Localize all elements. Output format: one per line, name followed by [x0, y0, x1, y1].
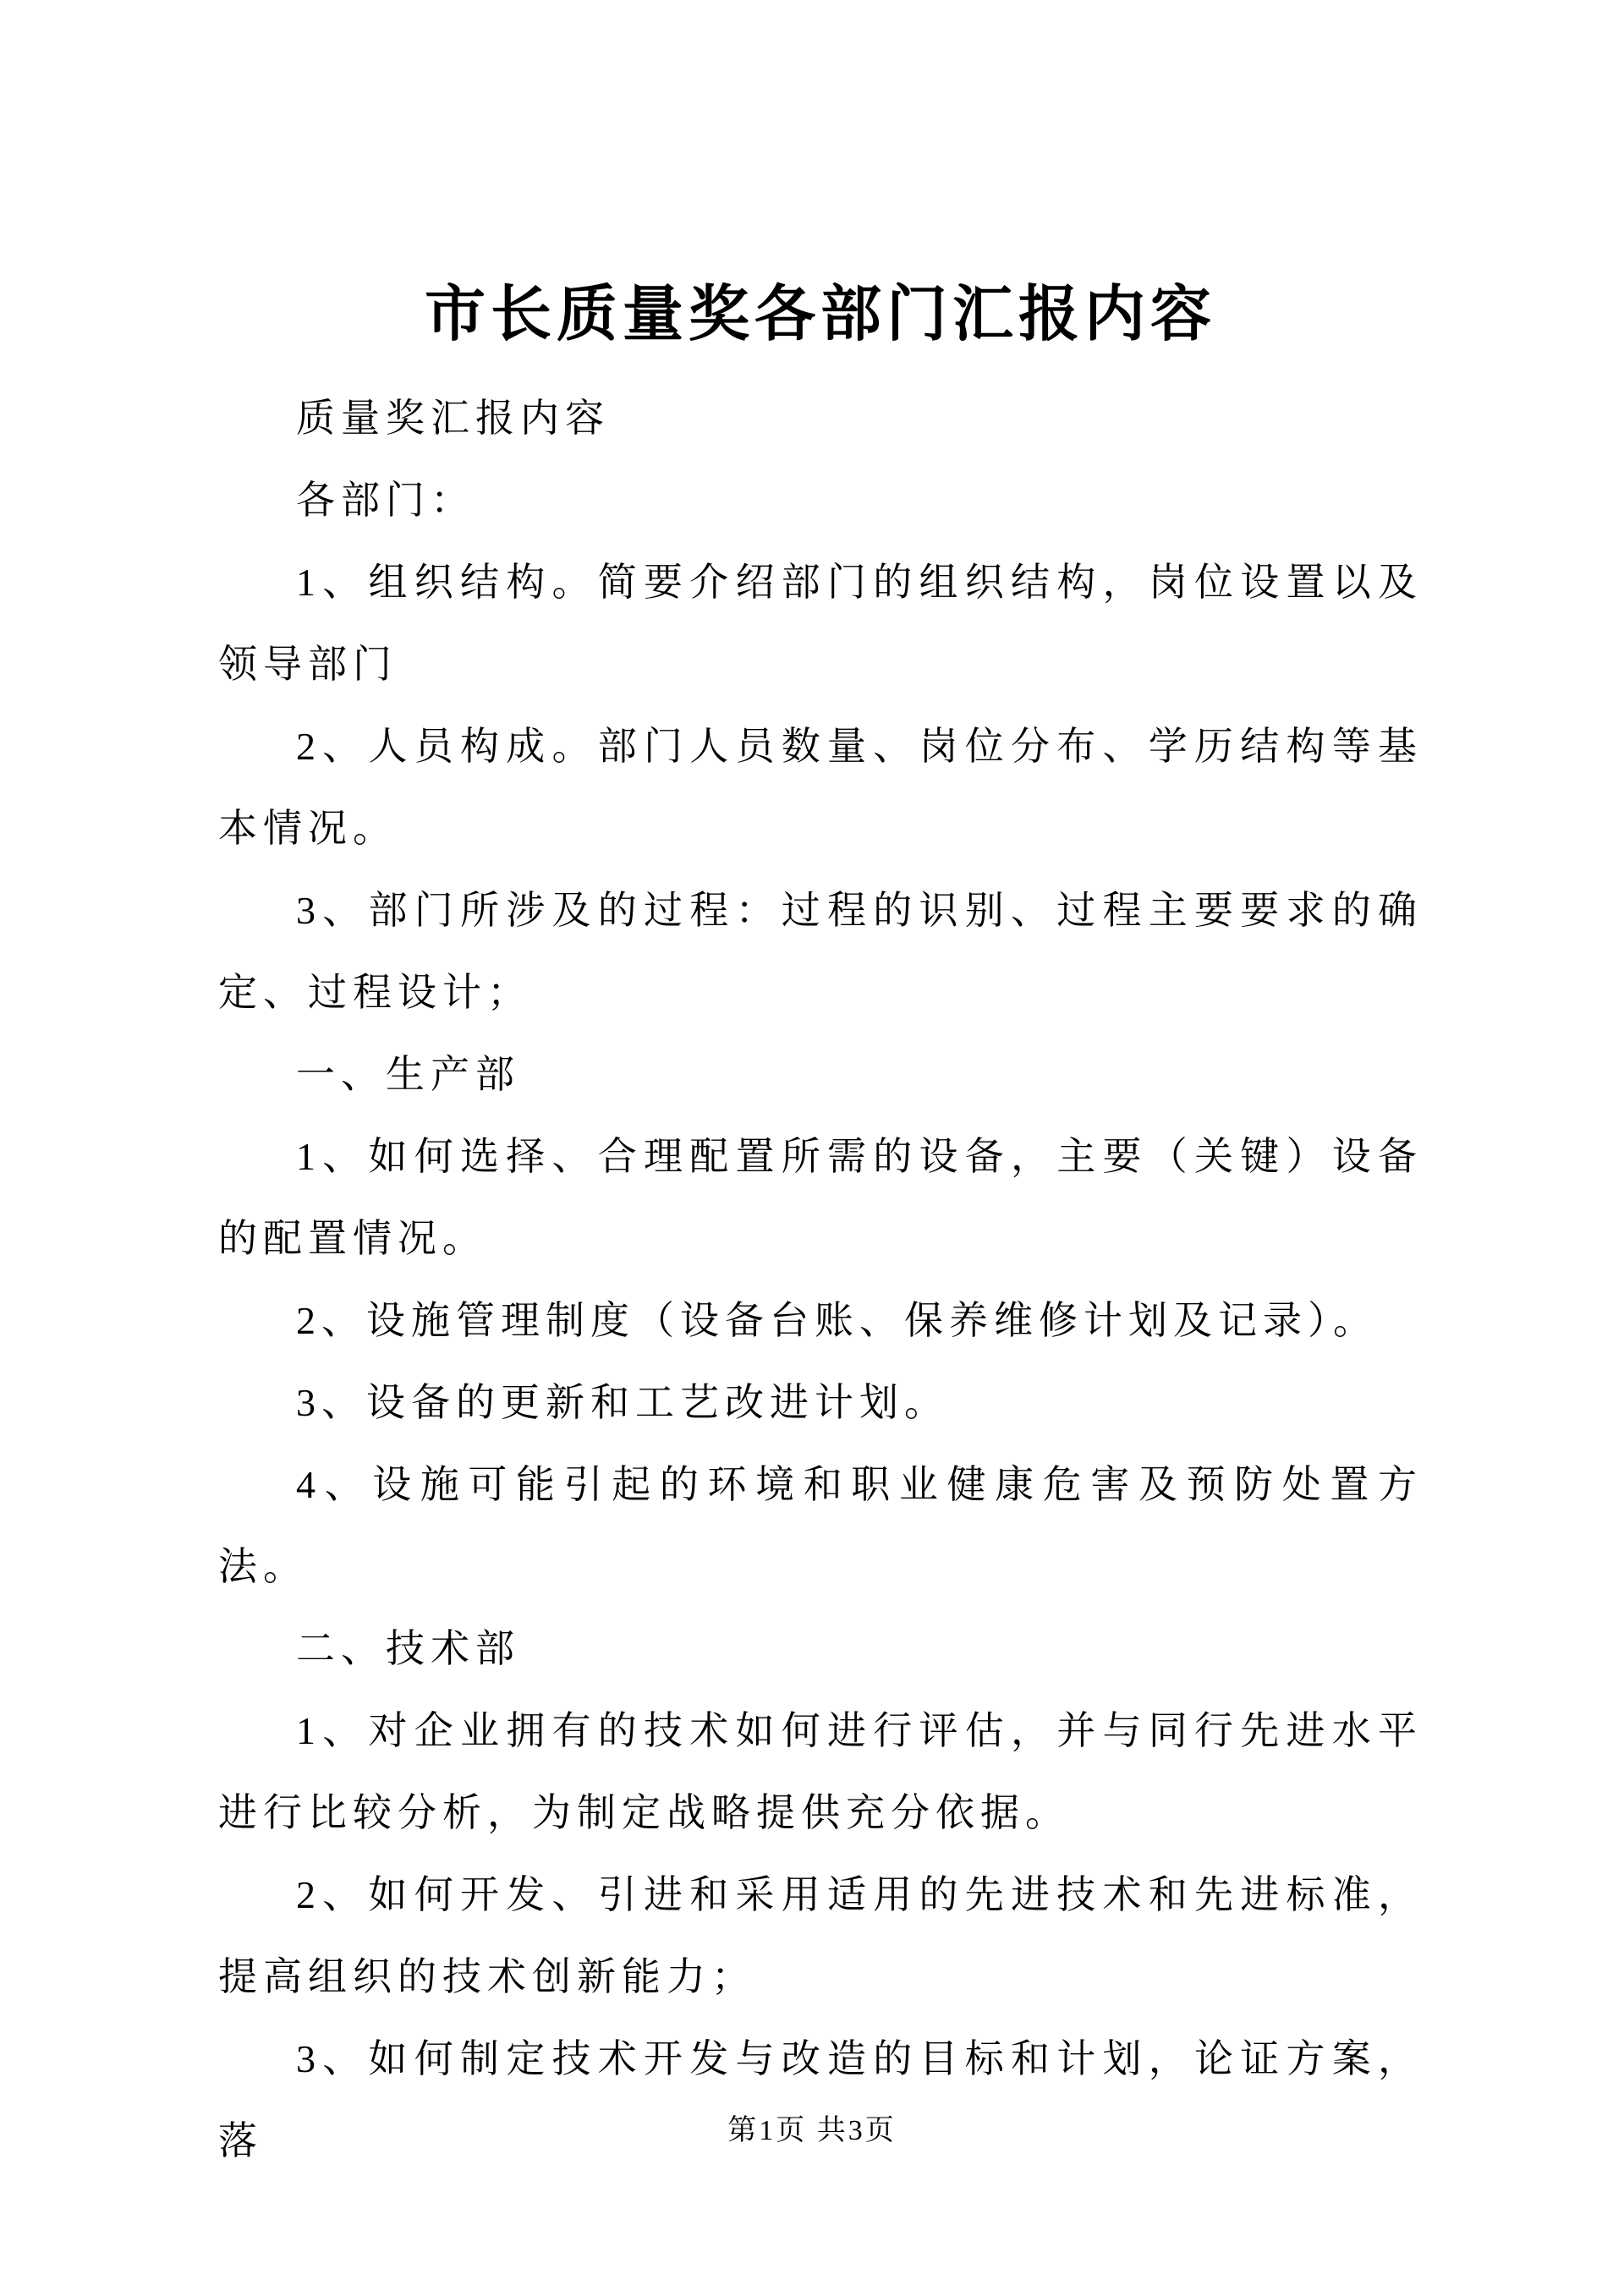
document-title: 市长质量奖各部门汇报内容 [424, 281, 1216, 348]
paragraph: 3、部门所涉及的过程：过程的识别、过程主要要求的确定、过程设计； [218, 889, 1423, 1014]
paragraph: 1、如何选择、合理配置所需的设备，主要（关键）设备的配置情况。 [218, 1135, 1423, 1260]
paragraph: 2、设施管理制度（设备台账、保养维修计划及记录）。 [296, 1299, 1378, 1342]
paragraph: 3、设备的更新和工艺改进计划。 [296, 1381, 949, 1424]
paragraph: 2、如何开发、引进和采用适用的先进技术和先进标准，提高组织的技术创新能力； [218, 1873, 1423, 1998]
paragraph: 1、对企业拥有的技术如何进行评估，并与同行先进水平进行比较分析，为制定战略提供充分依据。 [218, 1709, 1423, 1834]
paragraph: 3、如何制定技术开发与改造的目标和计划，论证方案，落 [218, 2037, 1423, 2162]
paragraph: 一、生产部 [296, 1053, 520, 1096]
paragraph: 2、人员构成。部门人员数量、岗位分布、学历结构等基本情况。 [218, 725, 1423, 850]
paragraph: 质量奖汇报内容 [296, 397, 610, 440]
paragraph: 二、技术部 [296, 1627, 520, 1670]
page-number-indicator: 第1页 共3页 [727, 2115, 897, 2146]
paragraph: 各部门： [296, 479, 475, 522]
paragraph: 1、组织结构。简要介绍部门的组织结构，岗位设置以及领导部门 [218, 561, 1423, 686]
paragraph: 4、设施可能引起的环境和职业健康危害及预防处置方法。 [218, 1463, 1423, 1588]
